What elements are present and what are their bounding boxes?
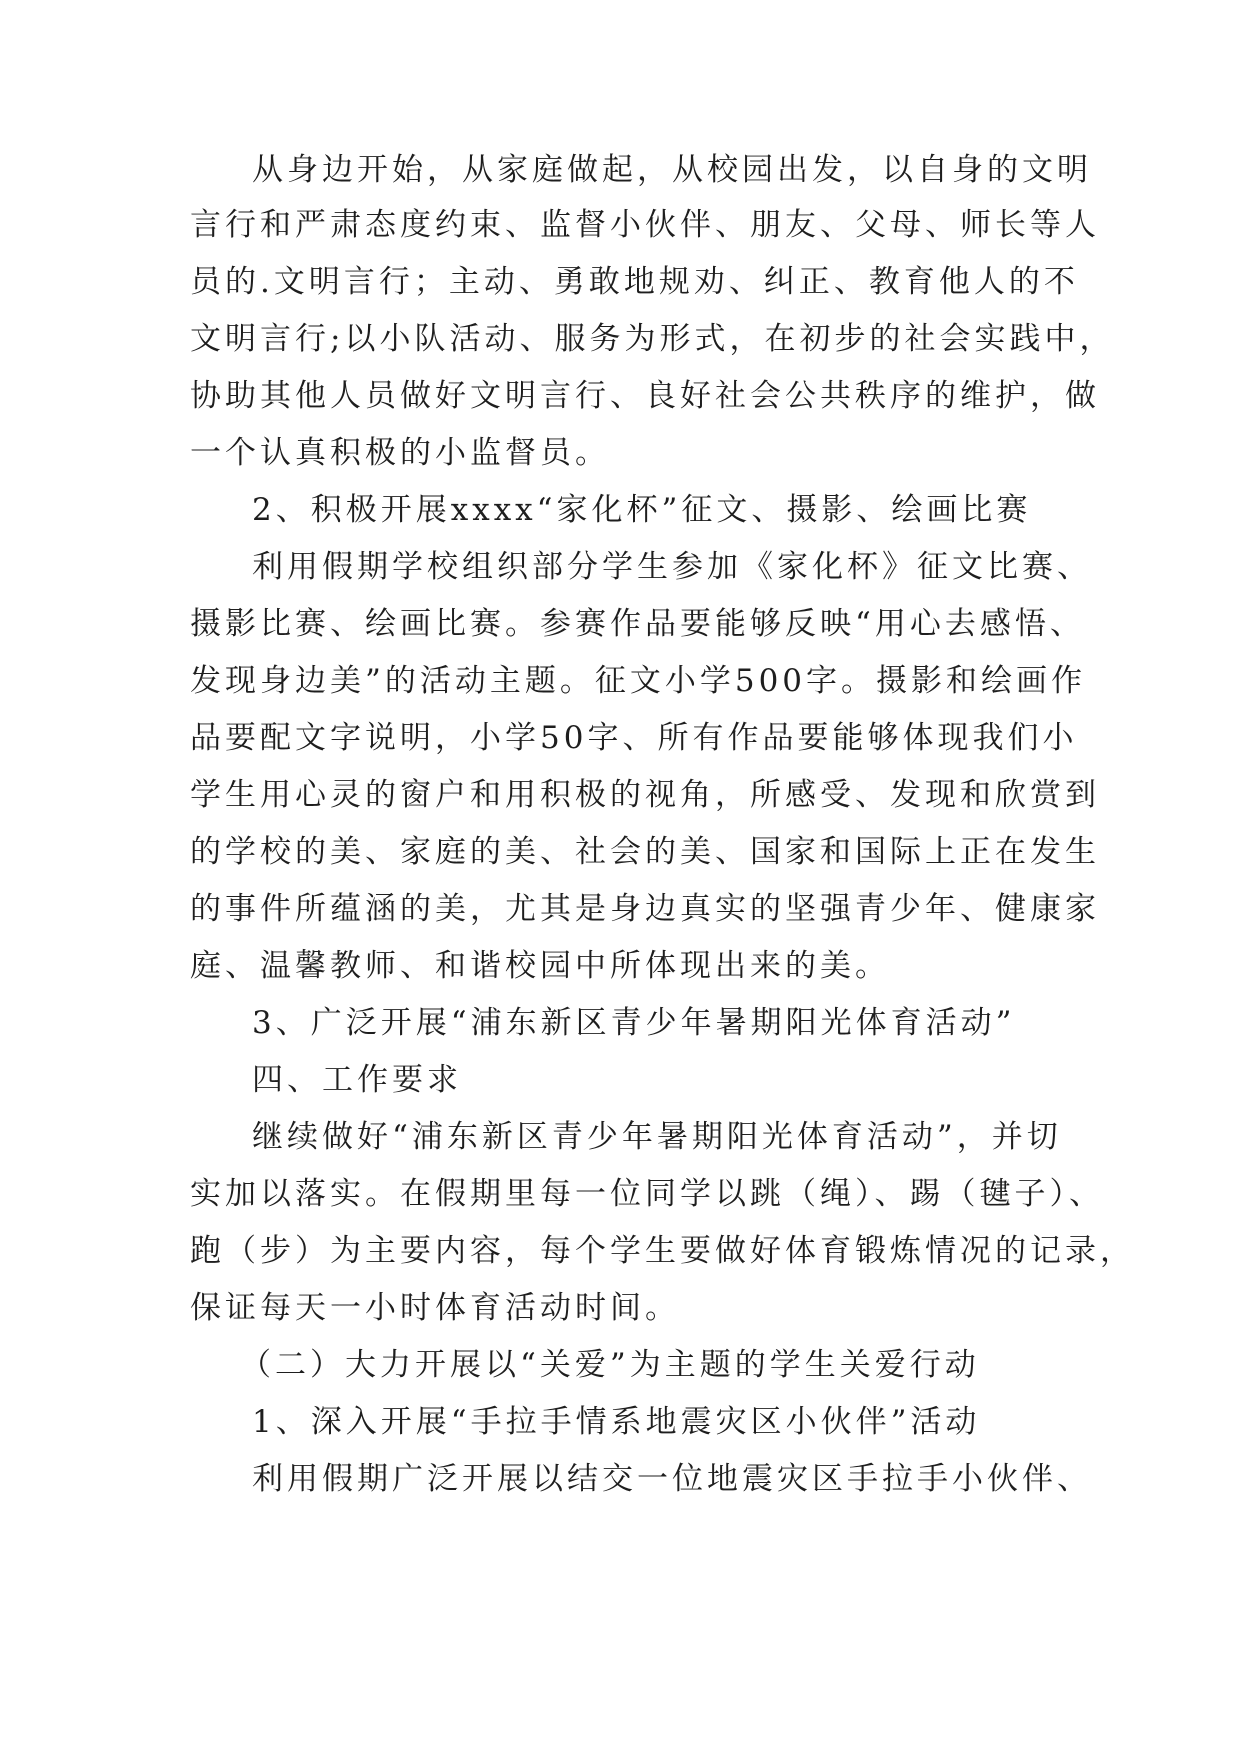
paragraph-line: 文明言行;以小队活动、服务为形式，在初步的社会实践中， (190, 321, 1115, 357)
section-heading: 2、积极开展xxxx“家化杯”征文、摄影、绘画比赛 (252, 492, 1032, 528)
paragraph-line: 利用假期学校组织部分学生参加《家化杯》征文比赛、 (252, 549, 1092, 585)
paragraph-line: 保证每天一小时体育活动时间。 (190, 1290, 680, 1326)
section-heading: 3、广泛开展“浦东新区青少年暑期阳光体育活动” (252, 1005, 1016, 1041)
section-heading: 1、深入开展“手拉手情系地震灾区小伙伴”活动 (252, 1404, 981, 1440)
paragraph-line: 协助其他人员做好文明言行、良好社会公共秩序的维护，做 (190, 378, 1100, 414)
paragraph-line: 的事件所蕴涵的美，尤其是身边真实的坚强青少年、健康家 (190, 891, 1100, 927)
paragraph-line: 摄影比赛、绘画比赛。参赛作品要能够反映“用心去感悟、 (190, 606, 1085, 642)
paragraph-line: 员的.文明言行；主动、勇敢地规劝、纠正、教育他人的不 (190, 264, 1079, 300)
paragraph-line: 利用假期广泛开展以结交一位地震灾区手拉手小伙伴、 (252, 1461, 1092, 1497)
paragraph-line: 庭、温馨教师、和谐校园中所体现出来的美。 (190, 948, 890, 984)
section-heading: （二）大力开展以“关爱”为主题的学生关爱行动 (240, 1347, 980, 1383)
paragraph-line: 品要配文字说明，小学50字、所有作品要能够体现我们小 (190, 720, 1078, 756)
paragraph-line: 跑（步）为主要内容，每个学生要做好体育锻炼情况的记录， (190, 1233, 1135, 1269)
paragraph-line: 一个认真积极的小监督员。 (190, 435, 610, 471)
paragraph-line: 从身边开始，从家庭做起，从校园出发，以自身的文明 (252, 152, 1092, 188)
paragraph-line: 实加以落实。在假期里每一位同学以跳（绳）、踢（毽子）、 (190, 1176, 1104, 1212)
paragraph-line: 学生用心灵的窗户和用积极的视角，所感受、发现和欣赏到 (190, 777, 1100, 813)
paragraph-line: 发现身边美”的活动主题。征文小学500字。摄影和绘画作 (190, 663, 1087, 699)
section-heading: 四、工作要求 (252, 1062, 462, 1098)
paragraph-line: 继续做好“浦东新区青少年暑期阳光体育活动”，并切 (252, 1119, 1062, 1155)
paragraph-line: 言行和严肃态度约束、监督小伙伴、朋友、父母、师长等人 (190, 207, 1100, 243)
paragraph-line: 的学校的美、家庭的美、社会的美、国家和国际上正在发生 (190, 834, 1100, 870)
